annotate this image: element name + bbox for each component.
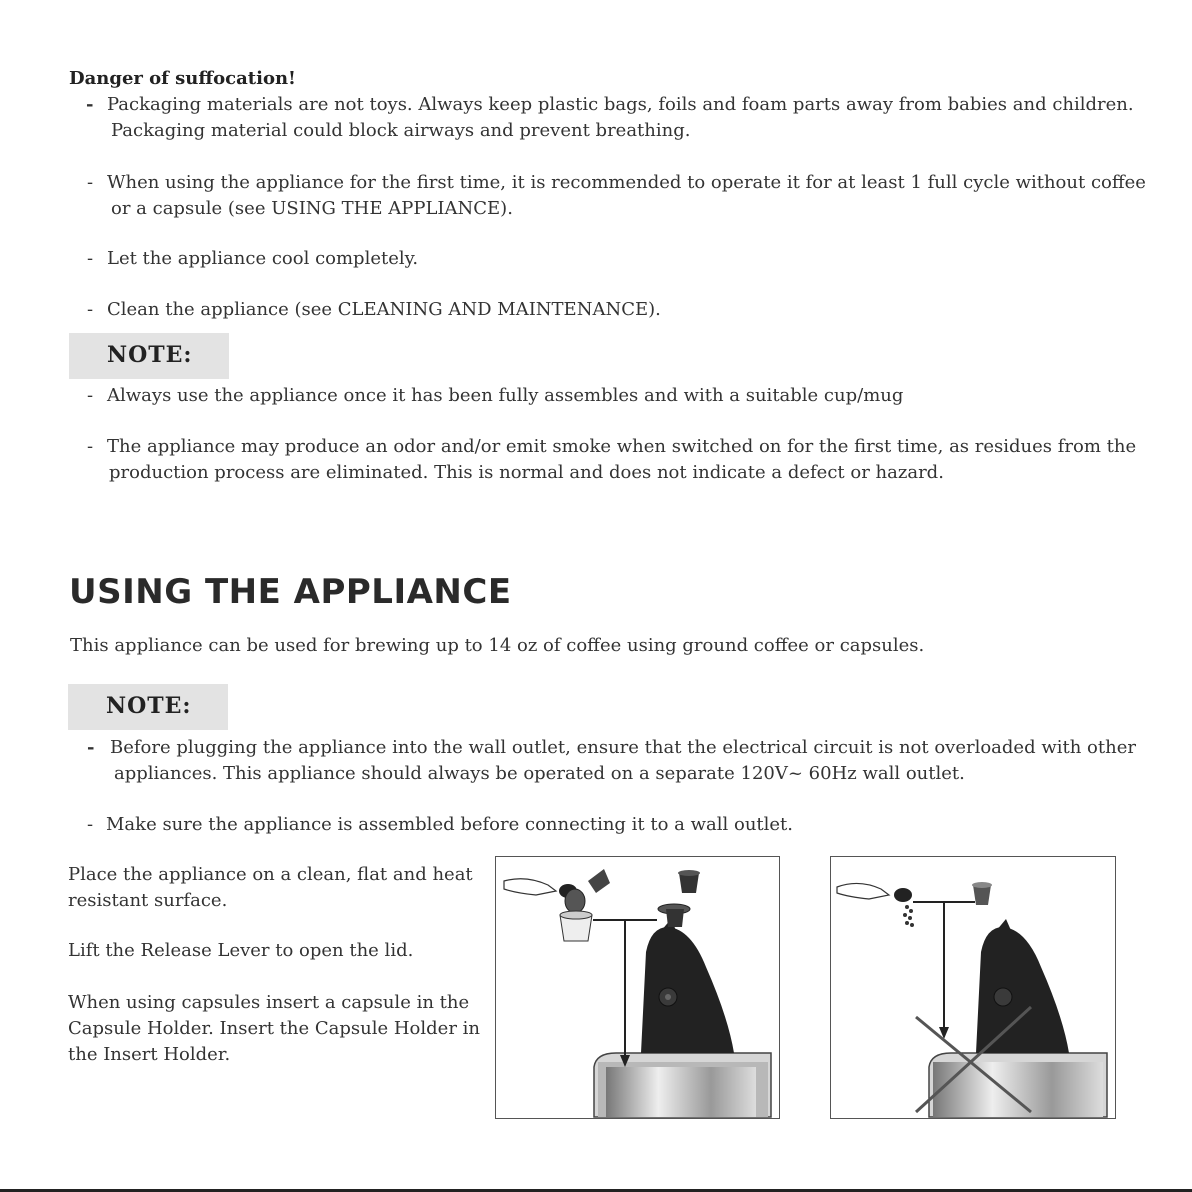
bullet-dash: -	[87, 814, 94, 835]
note2-item1-line1: Before plugging the appliance into the wall outlet, ensure that the electrical circuit is not overloaded with other	[110, 737, 1136, 758]
illustration-no-ground-coffee	[830, 856, 1116, 1119]
illustration-capsule-insert	[495, 856, 780, 1119]
coffee-maker-warning-illustration	[831, 857, 1115, 1118]
bullet-dash: -	[87, 737, 95, 758]
note2-item2: Make sure the appliance is assembled before connecting it to a wall outlet.	[106, 814, 794, 835]
danger-text-line1: Packaging materials are not toys. Always keep plastic bags, foils and foam parts away from babies and children.	[107, 94, 1134, 115]
bullet-dash: -	[87, 385, 94, 406]
note-box	[68, 684, 228, 730]
section-intro: This appliance can be used for brewing up to 14 oz of coffee using ground coffee or capsules.	[70, 635, 925, 656]
note1-item2-line2: production process are eliminated. This is normal and does not indicate a defect or hazard.	[109, 462, 944, 483]
first-use-item1-line2: or a capsule (see USING THE APPLIANCE).	[111, 198, 513, 219]
note-box	[69, 333, 229, 379]
step1-line1: Place the appliance on a clean, flat and heat	[68, 864, 473, 885]
danger-text-line2: Packaging material could block airways and prevent breathing.	[111, 120, 691, 141]
step1-line2: resistant surface.	[68, 890, 228, 911]
note1-item2-line1: The appliance may produce an odor and/or emit smoke when switched on for the first time, as residues from the	[107, 436, 1137, 457]
note2-item1-line2: appliances. This appliance should always be operated on a separate 120V~ 60Hz wall outlet.	[114, 763, 965, 784]
bullet-dash: -	[87, 248, 94, 269]
note1-item1: Always use the appliance once it has been fully assembles and with a suitable cup/mug	[107, 385, 904, 406]
section-heading: USING THE APPLIANCE	[69, 572, 512, 612]
first-use-item1-line1: When using the appliance for the first time, it is recommended to operate it for at least 1 full cycle without coffee	[107, 172, 1146, 193]
first-use-item2: Let the appliance cool completely.	[107, 248, 419, 269]
note-label: NOTE:	[106, 693, 192, 719]
step3-line3: the Insert Holder.	[68, 1044, 231, 1065]
bullet-dash: -	[87, 299, 94, 320]
coffee-maker-illustration	[496, 857, 779, 1118]
danger-title: Danger of suffocation!	[69, 68, 296, 89]
bullet-dash: -	[86, 94, 94, 115]
bullet-dash: -	[87, 436, 94, 457]
step3-line1: When using capsules insert a capsule in the	[68, 992, 470, 1013]
first-use-item3: Clean the appliance (see CLEANING AND MAINTENANCE).	[107, 299, 661, 320]
step2: Lift the Release Lever to open the lid.	[68, 940, 414, 961]
bullet-dash: -	[87, 172, 94, 193]
step3-line2: Capsule Holder. Insert the Capsule Holder in	[68, 1018, 481, 1039]
note-label: NOTE:	[107, 342, 193, 368]
